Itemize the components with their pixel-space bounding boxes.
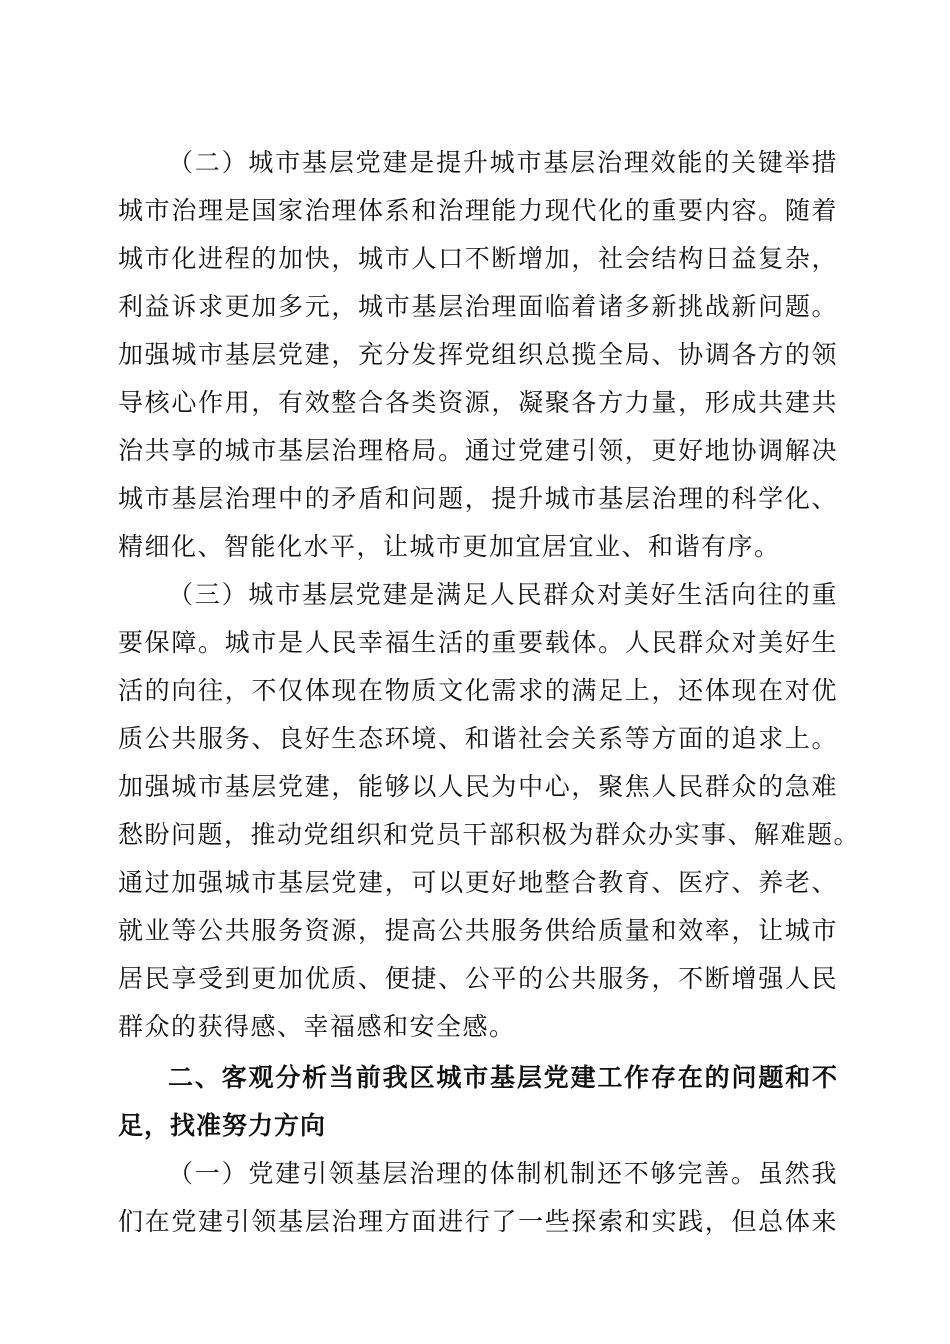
paragraph-heading-3: （三）城市基层党建是满足人民群众对美好生活向往的重 — [168, 580, 838, 609]
text-line: 就业等公共服务资源，提高公共服务供给质量和效率，让城市 — [118, 916, 838, 945]
section-heading-continued: 足，找准努力方向 — [118, 1111, 327, 1140]
paragraph-heading-2: （二）城市基层党建是提升城市基层治理效能的关键举措 — [168, 148, 838, 177]
text-line: 加强城市基层党建，能够以人民为中心，聚焦人民群众的急难 — [118, 772, 838, 801]
section-heading: 二、客观分析当前我区城市基层党建工作存在的问题和不 — [168, 1063, 838, 1092]
text-line: 导核心作用，有效整合各类资源，凝聚各方力量，形成共建共 — [118, 388, 838, 417]
text-line: 活的向往，不仅体现在物质文化需求的满足上，还体现在对优 — [118, 676, 838, 705]
text-line: 质公共服务、良好生态环境、和谐社会关系等方面的追求上。 — [118, 724, 838, 753]
text-line: 通过加强城市基层党建，可以更好地整合教育、医疗、养老、 — [118, 868, 838, 897]
text-line: 加强城市基层党建，充分发挥党组织总揽全局、协调各方的领 — [118, 340, 838, 369]
text-line: 精细化、智能化水平，让城市更加宜居宜业、和谐有序。 — [118, 532, 781, 561]
text-line: 群众的获得感、幸福感和安全感。 — [118, 1012, 516, 1041]
text-line: 要保障。城市是人民幸福生活的重要载体。人民群众对美好生 — [118, 628, 838, 657]
text-line: 们在党建引领基层治理方面进行了一些探索和实践，但总体来 — [118, 1207, 838, 1236]
text-line: 城市化进程的加快，城市人口不断增加，社会结构日益复杂， — [118, 244, 838, 273]
text-line: 城市治理是国家治理体系和治理能力现代化的重要内容。随着 — [118, 196, 838, 225]
paragraph-heading-1: （一）党建引领基层治理的体制机制还不够完善。虽然我 — [168, 1159, 838, 1188]
text-line: 居民享受到更加优质、便捷、公平的公共服务，不断增强人民 — [118, 964, 838, 993]
text-line: 城市基层治理中的矛盾和问题，提升城市基层治理的科学化、 — [118, 484, 838, 513]
text-line: 愁盼问题，推动党组织和党员干部积极为群众办实事、解难题。 — [118, 820, 861, 849]
text-line: 利益诉求更加多元，城市基层治理面临着诸多新挑战新问题。 — [118, 292, 838, 321]
text-line: 治共享的城市基层治理格局。通过党建引领，更好地协调解决 — [118, 436, 838, 465]
